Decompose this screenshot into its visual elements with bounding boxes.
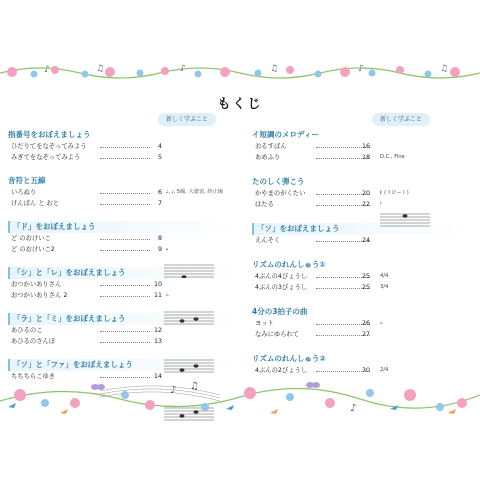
- page-number: 25: [361, 284, 370, 291]
- section-title: リズムのれんしゅう①: [252, 260, 326, 269]
- entry-label: おるすばん: [255, 143, 287, 150]
- new-concept-note: 𝄽: [380, 201, 382, 207]
- page-number: 12: [153, 327, 162, 334]
- svg-text:♪: ♪: [350, 403, 357, 414]
- entry-label: 4ぶんの3びょうし: [255, 284, 308, 291]
- new-concept-note: D.C., Fine: [380, 154, 405, 160]
- dot-leader: [100, 158, 150, 159]
- entry-label: 4ぶんの4びょうし: [255, 273, 308, 280]
- toc-entry[interactable]: [8, 198, 244, 209]
- section-title: 指番号をおぼえましょう: [8, 130, 91, 139]
- toc-entry[interactable]: [252, 318, 476, 329]
- new-concept-note: 𝅝: [166, 246, 169, 252]
- toc-entry[interactable]: [8, 244, 244, 255]
- svg-text:♪: ♪: [358, 64, 364, 74]
- dot-leader: [100, 147, 150, 148]
- section-title: イ短調のメロディー: [252, 130, 319, 139]
- toc-entry[interactable]: [252, 329, 476, 340]
- toc-entry[interactable]: [252, 235, 476, 246]
- toc-entry[interactable]: [8, 233, 244, 244]
- page-number: 7: [157, 200, 162, 207]
- dot-leader: [100, 250, 150, 251]
- toc-section: [8, 129, 244, 163]
- toc-section: [8, 221, 244, 255]
- new-concept-note: 4/4: [380, 273, 389, 279]
- dot-leader: [100, 204, 150, 205]
- entry-label: ど のおけいこ2: [11, 246, 55, 253]
- new-concept-note: ♩, 𝅗𝅥, 5線, 大譜表, 終止線: [166, 189, 223, 195]
- entry-label: ど のおけいこ: [11, 235, 51, 242]
- page-number: 22: [361, 201, 370, 208]
- svg-text:♫: ♫: [440, 64, 449, 74]
- toc-section: [8, 175, 244, 209]
- toc-section: [252, 223, 476, 246]
- entry-label: ひだりてをなぞってみよう: [11, 143, 87, 150]
- section-title: リズムのれんしゅう②: [252, 354, 326, 363]
- toc-entry[interactable]: [8, 336, 244, 347]
- section-title: 「シ」と「レ」をおぼえましょう: [8, 267, 244, 279]
- page-number: 14: [153, 373, 162, 380]
- floral-border-top: [0, 58, 480, 88]
- dot-leader: [100, 296, 150, 297]
- page-title: もくじ: [217, 97, 263, 112]
- section-title: たのしく弾こう: [252, 177, 305, 186]
- entry-label: ほたる: [255, 201, 274, 208]
- entry-label: なみにゆられて: [255, 331, 300, 338]
- page-number: 30: [361, 367, 370, 374]
- entry-label: あひるのさんぽ: [11, 338, 56, 345]
- toc-entry[interactable]: [252, 271, 476, 282]
- floral-border-bottom: [0, 373, 480, 419]
- new-concept-note: 3/4: [380, 284, 389, 290]
- section-title: 「ド」をおぼえましょう: [8, 221, 244, 233]
- staff-illustration: [380, 211, 430, 227]
- toc-entry[interactable]: [8, 187, 244, 198]
- entry-label: あひるのこ: [11, 327, 43, 334]
- toc-entry[interactable]: [8, 152, 244, 163]
- toc-entry[interactable]: [252, 141, 476, 152]
- svg-text:♪: ♪: [170, 385, 177, 396]
- toc-entry[interactable]: [252, 152, 476, 163]
- toc-entry[interactable]: [8, 290, 244, 301]
- entry-label: 4ぶんの2びょうし: [255, 367, 308, 374]
- page-number: 13: [153, 338, 162, 345]
- page-number: 8: [157, 235, 162, 242]
- entry-label: みぎてをなぞってみよう: [11, 154, 81, 161]
- toc-entry[interactable]: [8, 141, 244, 152]
- section-title: 「ソ」と「ファ」をおぼえましょう: [8, 359, 244, 371]
- page-number: 25: [361, 273, 370, 280]
- entry-label: いろぬり: [11, 189, 37, 196]
- dot-leader: [100, 285, 150, 286]
- new-concept-note: 𝄆 (リピート): [380, 190, 409, 196]
- section-title: 「ラ」と「ミ」をおぼえましょう: [8, 313, 244, 325]
- svg-text:♪: ♪: [180, 64, 186, 74]
- orange-bird-icon: [60, 409, 456, 414]
- music-note-icon: [170, 381, 356, 414]
- toc-section: [252, 176, 476, 210]
- page-number: 5: [157, 154, 162, 161]
- page-number: 4: [157, 143, 162, 150]
- svg-text:♪: ♪: [44, 65, 50, 75]
- dot-leader: [100, 342, 150, 343]
- toc-section: [252, 129, 476, 163]
- staff-illustration: [164, 357, 214, 373]
- svg-text:♫: ♫: [96, 64, 105, 74]
- page-number: 18: [361, 154, 370, 161]
- staff-illustration: [164, 309, 214, 325]
- page-number: 24: [361, 237, 370, 244]
- toc-entry[interactable]: [252, 188, 476, 199]
- page-number: 6: [157, 189, 162, 196]
- entry-label: ちちちらこゆき: [11, 373, 56, 380]
- blue-flower-icon: [41, 389, 444, 411]
- new-things-header: 新しく学ぶこと: [158, 113, 216, 126]
- new-concept-note: 𝅗𝅥.: [166, 292, 170, 298]
- toc-entry[interactable]: [252, 282, 476, 293]
- toc-entry[interactable]: [8, 279, 244, 290]
- entry-label: おつかいありさん 2: [11, 292, 68, 299]
- page-number: 27: [361, 331, 370, 338]
- svg-text:♫: ♫: [190, 381, 199, 392]
- music-note-icon: [44, 64, 448, 75]
- flower-icon: [14, 387, 467, 410]
- page-number: 26: [361, 320, 370, 327]
- dot-leader: [100, 193, 150, 194]
- section-title: 4分の3拍子の曲: [252, 307, 308, 316]
- page-number: 11: [153, 292, 162, 299]
- page-number: 20: [361, 190, 370, 197]
- section-title: 「ソ」をおぼえましょう: [252, 223, 476, 235]
- new-concept-note: 2/4: [380, 367, 389, 373]
- page-number: 9: [157, 246, 162, 253]
- entry-label: けんばん と おと: [11, 200, 60, 207]
- dot-leader: [100, 239, 150, 240]
- entry-label: かやまのがくたい: [255, 190, 306, 197]
- entry-label: あめふり: [255, 154, 281, 161]
- toc-entry[interactable]: [252, 199, 476, 210]
- new-things-header: 新しく学ぶこと: [372, 113, 430, 126]
- entry-label: えんそく: [255, 237, 281, 244]
- svg-text:♫: ♫: [270, 64, 279, 74]
- entry-label: おつかいありさん: [11, 281, 62, 288]
- toc-section: [252, 306, 476, 340]
- entry-label: ヨット: [255, 320, 274, 327]
- toc-section: [252, 259, 476, 293]
- dot-leader: [100, 331, 150, 332]
- new-concept-note: 𝅗𝅥.: [380, 320, 384, 326]
- page-number: 10: [153, 281, 162, 288]
- toc-entry[interactable]: [8, 325, 244, 336]
- section-title: 音符と五線: [8, 176, 46, 185]
- page-number: 16: [361, 143, 370, 150]
- staff-illustration: [164, 262, 214, 278]
